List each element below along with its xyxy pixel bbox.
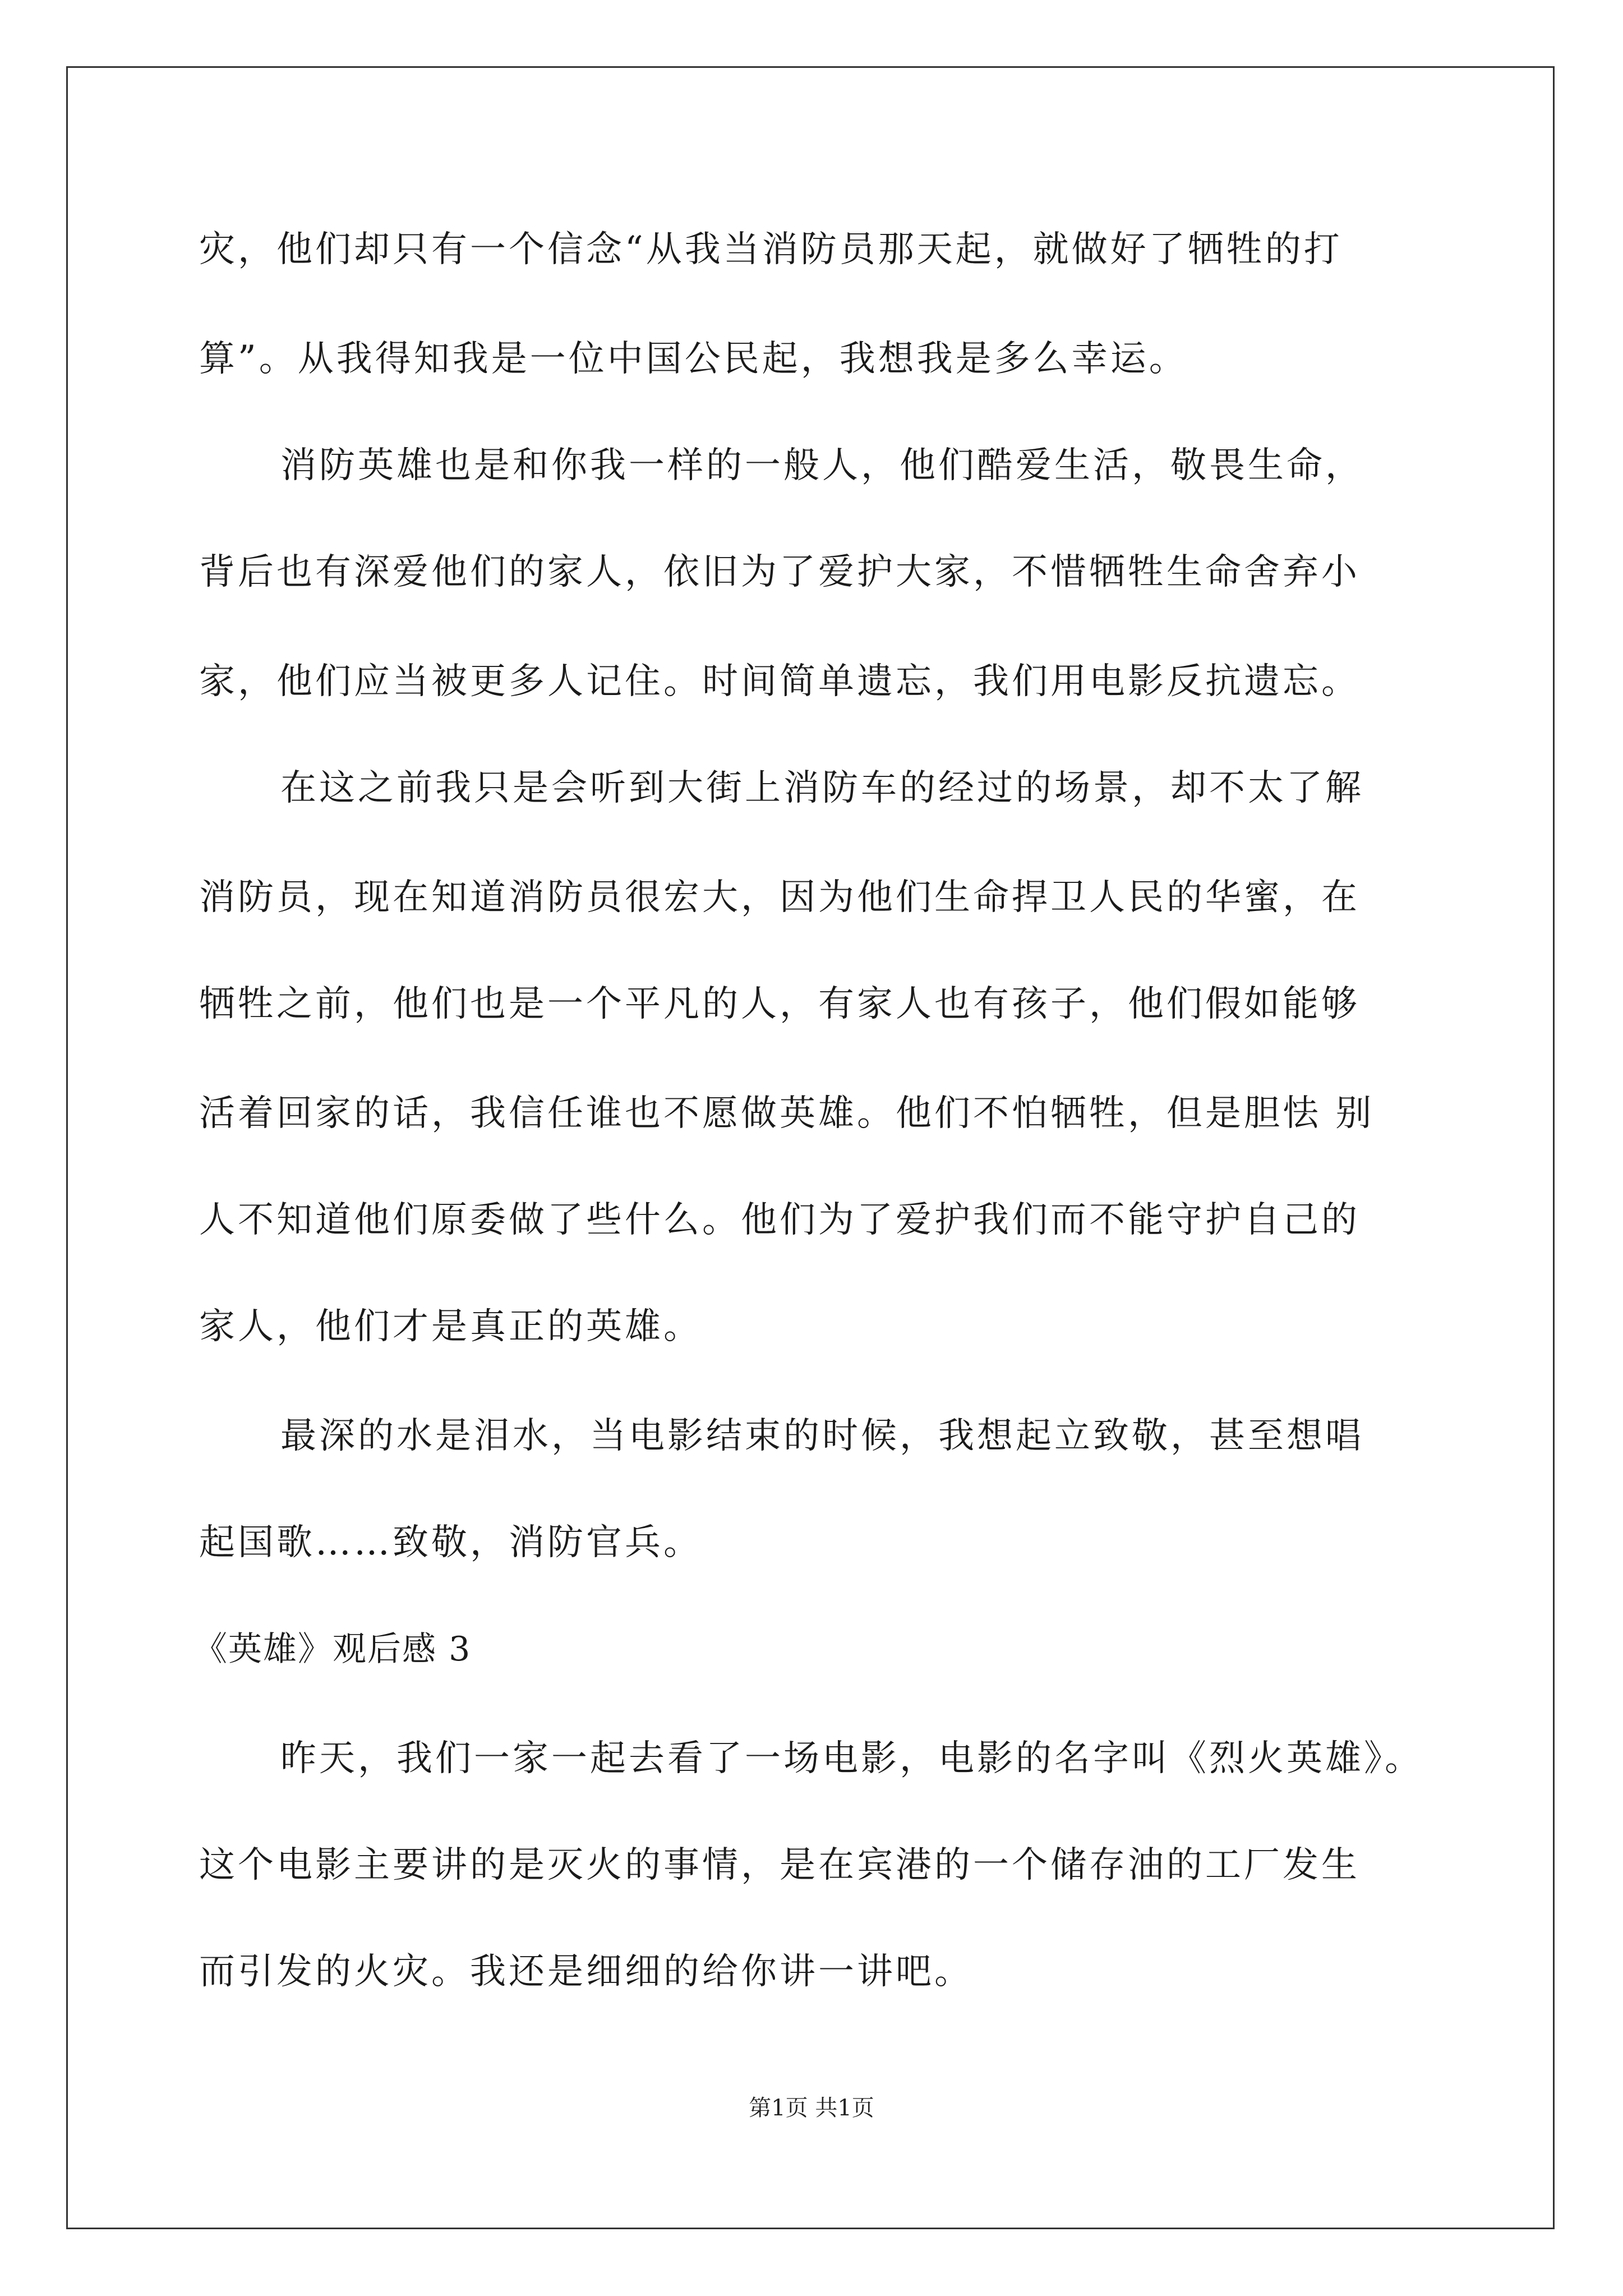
paragraph-first-line: 昨天，我们一家一起去看了一场电影，电影的名字叫《烈火英雄》。 [280,1738,1423,1779]
text-line: 牺牲之前，他们也是一个平凡的人，有家人也有孩子，他们假如能够 [199,983,1360,1025]
text-line: 这个电影主要讲的是灭火的事情，是在宾港的一个储存油的工厂发生 [199,1844,1360,1886]
text-line: 灾，他们却只有一个信念“从我当消防员那天起，就做好了牺牲的打 [199,229,1343,270]
text-line: 消防员，现在知道消防员很宏大，因为他们生命捍卫人民的华蜜，在 [199,877,1360,918]
section-heading: 《英雄》观后感 3 [193,1630,472,1669]
text-line: 家人，他们才是真正的英雄。 [199,1306,702,1347]
paragraph-first-line: 最深的水是泪水，当电影结束的时候，我想起立致敬，甚至想唱 [280,1415,1364,1457]
text-line: 算”。从我得知我是一位中国公民起，我想我是多么幸运。 [199,338,1188,380]
paragraph-first-line: 在这之前我只是会听到大街上消防车的经过的场景，却不太了解 [280,767,1364,809]
text-line: 家，他们应当被更多人记住。时间简单遗忘，我们用电影反抗遗忘。 [199,661,1360,702]
page-number: 第1页 共1页 [749,2095,874,2121]
text-line: 活着回家的话，我信任谁也不愿做英雄。他们不怕牺牲，但是胆怯 别 [199,1093,1375,1134]
text-line: 人不知道他们原委做了些什么。他们为了爱护我们而不能守护自己的 [199,1199,1360,1241]
paragraph-first-line: 消防英雄也是和你我一样的一般人，他们酷爱生活，敬畏生命， [280,445,1364,486]
page-border [66,66,1555,2229]
text-line: 背后也有深爱他们的家人，依旧为了爱护大家，不惜牺牲生命舍弃小 [199,551,1360,593]
text-line: 而引发的火灾。我还是细细的给你讲一讲吧。 [199,1951,973,1993]
text-line: 起国歌……致敬，消防官兵。 [199,1522,702,1563]
